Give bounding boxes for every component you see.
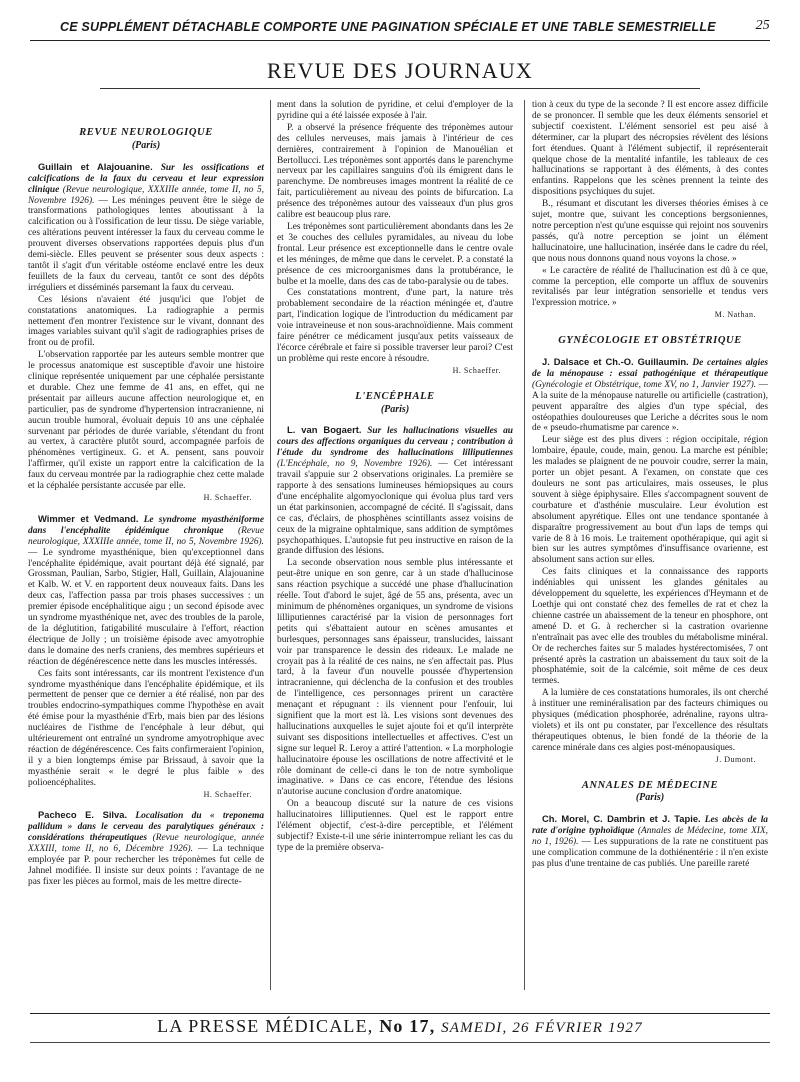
article-paragraph: La seconde observation nous semble plus intéressante et peut-être unique en son genre, car à un stade d'hallucinose sans réaction psychique a succédé une phase d'hallucination réelle. Tout d'abord le sujet, âgé de 55 ans, présenta, avec un minimum de phénomènes organiques, un syndrome de visions lilliputiennes caractérisé par la vision de personnages fort petits qui s'ébattaient autour en scènes amusantes et burlesques, personnages sans épaisseur, translucides, laissant voir par transparence le dessin des rideaux. Le malade ne croyait pas à la réalité de ces nains, ne s'en affectait pas. Plus tard, à la faveur d'un nouvelle poussée d'hypertension intracranienne, qui déclencha de la confusion et des troubles de l'intelligence, ces personnages prirent un caractère menaçant et répugnant : ils viennent pour l'enfouir, lui signifient que la mort est là. Les visions sont devenues des hallucinations auxquelles le sujet ajoute foi et qu'il interprète suivant ses dispositions intellectuelles et affectives. C'est un signe sur lequel R. Leroy a attiré l'attention. « La morphologie hallucinatoire épouse les oscillations de notre affectivité et le rôle dominant de celle-ci dans le ton de notre symbolique imaginative. » Dans ce cas encore, l'étendue des lésions n'autorise aucune conclusion d'ordre anatomique. (277, 558, 513, 798)
article-authors: Pacheco E. Silva. (38, 809, 128, 821)
page-number: 25 (755, 18, 770, 33)
article-authors: Wimmer et Vedmand. (38, 512, 139, 524)
article-paragraph: Ces faits sont intéressants, car ils montrent l'existence d'un syndrome myasthénique dans l'encéphalite épidémique, et ils permettent de penser que ce dernier a été réalisé, non par des troubles endocrino-sympathiques comme l'hypothèse en avait été émise pour la myasthénie d'Erb, mais bien par des lésions nucléaires de l'isthme de l'encéphale à leur début, qui ultérieurement ont entraîné un syndrome amyotrophique avec réaction de dégénérescence. Ces faits confirmeraient l'opinion, il y a bien longtemps émise par Brissaud, à savoir que la myasthénie serait « le degré le plus faible » des polioencéphalites. (28, 668, 264, 788)
footer-date: SAMEDI, 26 FÉVRIER 1927 (441, 1020, 643, 1036)
article-text: — Cet intéressant travail s'appuie sur 2 observations originales. La première se rapporte à des sensations lumineuses hémiopsiques au cours d'une encéphalite algomyoclonique qui évolua plus tard vers un état parkinsonien, accompagné de cécité. Il s'agissait, dans ce cas, d'éclairs, de phosphènes scintillants assez voisins de ceux de la migraine ophtalmique, sans addition de symptômes psychopathiques. L'autopsie fut peu instructive en raison de la grande diffusion des lésions. (277, 459, 513, 557)
article-title: Les abcès de la rate d'origine typhoïdique (532, 815, 768, 837)
section-title: GYNÉCOLOGIE ET OBSTÉTRIQUE (558, 335, 742, 347)
article-text: — A la suite de la ménopause naturelle ou artificielle (castration), peuvent apparaître des algies d'un type spécial, des ostéopathies douloureuses que Leriche a décrites sous le nom de « pseudo-rhumatisme par carence ». (532, 379, 768, 434)
article-paragraph (532, 357, 768, 434)
article-signature: H. Schaeffer. (203, 789, 252, 799)
article-paragraph: tion à ceux du type de la seconde ? Il est encore assez difficile de se prononcer. Il semble que les deux éléments sensoriel et subjectif coexistent. L'élément sensoriel est peu aisé à déterminer, car la plupart des nécropsies révèlent des lésions fort étendues. Quant à l'élément subjectif, il représenterait quelque chose de la mentalité infantile, les tableaux de ces hallucinations se rapportant à des éléments, à des contes enfantins. Rappelons que les scènes prennent la teinte des dispositions psychiques du sujet. (532, 100, 768, 198)
article-paragraph: A la lumière de ces constatations humorales, ils ont cherché à instituer une reminéralisation par des facteurs chimiques ou physiques (médication phosphorée, adrénaline, rayons ultra-violets) et ils ont pu constater, par l'excellence des résultats thérapeutiques obtenus, le bien fondé de la théorie de la carence minérale dans ces algies post-ménopausiques. (532, 688, 768, 753)
article-paragraph: On a beaucoup discuté sur la nature de ces visions hallucinatoires lilliputiennes. Quel est le rapport entre l'élément objectif, c'est-à-dire perceptible, et l'élément subjectif? Existe-t-il une série ininterrompue reliant les cas du type de la première observa- (277, 799, 513, 853)
footer-divider (30, 1013, 770, 1014)
article-reference: (Revue neurologique, XXXIIIe année, tome II, no 5, Novembre 1926). (28, 184, 264, 206)
article-text: — Les suppurations de la rate ne constituent pas une complication commune de la dothiénentérie : il n'en existe pas plus d'une trentaine de cas publiés. Une pareille rareté (532, 837, 768, 869)
column-3 (532, 100, 768, 871)
article-paragraph: Ces lésions n'avaient été jusqu'ici que l'objet de constatations anatomiques. La radiographie a permis nettement d'en montrer l'existence sur le vivant, donnant des images variables suivant qu'il s'agit de radiographies prises de front ou de profil. (28, 294, 264, 349)
article-paragraph (277, 425, 513, 557)
article-authors: Guillain et Alajouanine. (38, 160, 153, 172)
article-title: De certaines algies de la ménopause : essai pathogénique et thérapeutique (532, 358, 769, 379)
article-paragraph (28, 162, 264, 294)
section-title: L'ENCÉPHALE (355, 390, 435, 402)
section-title: REVUE NEUROLOGIQUE (79, 127, 213, 138)
article-paragraph: L'observation rapportée par les auteurs semble montrer que le processus anatomique est susceptible d'avoir une histoire clinique représentée uniquement par une céphalée persistante et durable. Chez une femme de 41 ans, en effet, qui ne présentait par ailleurs aucune affection neurologique et, en particulier, pas de syndrome d'hypertension intracranienne, ni aucun trouble humoral, évoluait depuis 10 ans une céphalée survenant par périodes de durée variable, s'étendant du front au vertex, à caractère plutôt sourd, accompagnée parfois de phénomènes vertigineux. G. et A. pensent, sans pouvoir l'affirmer, qu'il existe un rapport entre la calcification de la faux du cerveau montrée par la radiographie chez cette malade et la céphalée persistante accusée par elle. (28, 350, 264, 492)
article-title: Le syndrome myasthéniforme dans l'encéphalite épidémique chronique (28, 514, 265, 536)
running-header-text: CE SUPPLÉMENT DÉTACHABLE COMPORTE UNE PAGINATION SPÉCIALE ET UNE TABLE SEMESTRIELLE (60, 20, 716, 34)
article-paragraph: Les tréponèmes sont particulièrement abondants dans les 2e et 3e couches des cellules pyramidales, au niveau du lobe frontal. Leur présence est exceptionnelle dans le centre ovale et les méninges, de même que dans le cervelet. P. a constaté la présence de ces microorganismes dans la protubérance, le bulbe et la moelle, dans des cas de tabo-paralysie ou de tabes. (277, 221, 513, 287)
column-divider (270, 100, 271, 990)
running-header (30, 18, 770, 41)
article-title: Sur les ossifications et calcifications de la faux du cerveau et leur expression clinique (28, 162, 264, 195)
column-divider (524, 100, 525, 990)
article-paragraph: B., résumant et discutant les diverses théories émises à ce sujet, montre que, suivant les conceptions bergsoniennes, notre perception n'est qu'une esquisse qui rejoint nos souvenirs passés, qu'à notre perception se joint un élément hallucinatoire, une hallucination, insérée dans le cadre du réel, que nous nous donnons quand nous voyons la chose. » (532, 199, 768, 264)
article-reference: (Annales de Médecine, tome XIX, no 1, 1926). (532, 826, 768, 848)
article-paragraph (28, 810, 264, 887)
article-title: Localisation du « treponema pallidum » dans le cerveau des paralytiques généraux : considérations thérapeutiques (28, 811, 265, 844)
section-place: (Paris) (635, 792, 665, 804)
title-divider (100, 88, 700, 89)
article-paragraph: P. a observé la présence fréquente des tréponèmes autour des cellules nerveuses, mais jamais à l'intérieur de ces dernières, contrairement à l'opinion de Manouélian et Bertollucci. Les tréponèmes sont apportés dans le parenchyme nerveux par les capillaires sanguins d'où ils émigrent dans le parenchyme. De nombreuses images montrent la réalité de ce fait, particulièrement au niveau des points de bifurcation. La présence des tréponèmes autour des vaisseaux d'un plus gros calibre est beaucoup plus rare. (277, 122, 513, 221)
article-paragraph: « Le caractère de réalité de l'hallucination est dû à ce que, comme la perception, elle comporte un afflux de souvenirs revitalisés par leur intégration sensorielle et tendus vers l'expression motrice. » (532, 265, 768, 309)
article-signature: H. Schaeffer. (203, 493, 252, 502)
article-signature: J. Dumont. (715, 754, 756, 764)
column-2 (277, 100, 513, 855)
article-reference: (Gynécologie et Obstétrique, tome XV, no 1, Janvier 1927). (532, 379, 757, 390)
article-paragraph: ment dans la solution de pyridine, et celui d'employer de la pyridine qui a été laissée exposée à l'air. (277, 100, 513, 121)
article-title: Sur les hallucinations visuelles au cours des affections organiques du cerveau ; contribution à l'étude du syndrome des hallucinations lilliputiennes (277, 426, 513, 459)
article-text: — Le syndrome myasthénique, bien qu'exceptionnel dans l'encéphalite épidémique, avait pourtant déjà été signalé, par Grossman, Paulian, Sarbo, Stigier, Hall, Guillain, Alajouanine et Kalb. W. et V. en rapportent deux nouveaux faits. Dans les deux cas, l'affection passa par trois phases successives : un premier épisode encéphalitique aigu ; un second épisode avec un syndrome myasthénique net, avec des troubles de la parole, de la déglutition, fatigabilité musculaire à l'effort, réaction électrique de Jolly ; un troisième épisode avec amyotrophie dans le domaine des nerfs craniens, des membres supérieurs et réaction de dégénérescence nette dans les muscles intéressés. (28, 547, 264, 667)
section-place: (Paris) (380, 403, 410, 415)
article-authors: Ch. Morel, C. Dambrin et J. Tapie. (542, 813, 701, 825)
article-reference: (L'Encéphale, no 9, Novembre 1926). (277, 459, 433, 470)
article-signature: M. Nathan. (714, 310, 756, 320)
article-paragraph (532, 814, 768, 870)
article-signature: H. Schaeffer. (452, 365, 501, 375)
footer-journal: LA PRESSE MÉDICALE, (157, 1016, 374, 1036)
footer-issue-number: No 17, (379, 1016, 436, 1036)
column-1 (28, 122, 264, 889)
article-paragraph: Leur siège est des plus divers : région occipitale, région lombaire, épaule, coude, main, genou. La marche est pénible; les malades se plaignent de ne pouvoir coudre, serrer la main, porter un objet pesant. A l'examen, on constate que ces douleurs ne sont pas articulaires, mais osseuses, le plus souvent à siège épiphysaire. Elles s'accompagnent souvent de courbature et d'asthénie musculaire. Leur évolution est absolument apyrétique. Elles ont une tendance spontanée à disparaître progressivement au bout d'un laps de temps qui varie de 8 à 16 mois. Le traitement opothérapique, qui agit si bien sur les autres symptômes d'insuffisance ovarienne, est absolument sans action sur elles. (532, 435, 768, 566)
section-title: ANNALES DE MÉDECINE (581, 779, 719, 791)
article-authors: J. Dalsace et Ch.-O. Guillaumin. (542, 356, 689, 368)
article-reference: (Revue neurologique, année XXXIII, tome II, no 6, Décembre 1926). (28, 833, 265, 855)
article-text: — Les méninges peuvent être le siège de transformations pathologiques lentes aboutissant à la calcification ou à l'ossification de leur tissu. De siège variable, ces altérations peuvent intéresser la faux du cerveau comme le prouvent diverses observations rapportées depuis plus d'un demi-siècle. Elles peuvent se présenter sous deux aspects : tantôt il s'agit d'un véritable ostéome enclavé entre les deux feuillets de la faux du cerveau, tantôt ce sont des dépôts irréguliers et disséminés parsemant la faux du cerveau. (28, 195, 264, 293)
article-paragraph (28, 514, 264, 668)
article-authors: L. van Bogaert. (287, 424, 362, 436)
article-text: — La technique employée par P. pour rechercher les tréponèmes fut celle de Jahnel modifiée. Il insiste sur deux points : l'avantage de ne pas fixer les pièces au formol, mais de les mettre directe- (28, 844, 265, 887)
page-title: REVUE DES JOURNAUX (266, 58, 534, 83)
footer (30, 1016, 770, 1037)
article-paragraph: Ces faits cliniques et la connaissance des rapports indéniables qui unissent les glandes génitales au développement du squelette, les expériences d'Heymann et de Loethje qui ont constaté chez des femelles de rat et chez la chienne castrée un abaissement de la teneur en phosphore, ont amené D. et G. à rechercher si la castration ovarienne n'entraînait pas avec elle des troubles du métabolisme minéral. Or de recherches faites sur 5 malades hystérectomisées, 7 ont présenté après la castration un abaissement du taux soit de la phosphatémie, soit de la calcémie, soit même de ces deux termes. (532, 567, 768, 687)
article-reference: (Revue neurologique, XXXIIIe année, tome II, no 5, Novembre 1926). (28, 525, 265, 547)
article-paragraph: Ces constatations montrent, d'une part, la nature très probablement secondaire de la réaction méningée et, d'autre part, l'indication logique de l'introduction du médicament par voie intraveineuse et non sous-arachnoïdienne. Mais comment faire pénétrer ce médicament jusqu'aux petits vaisseaux de l'écorce cérébrale et faire si possible traverser leur paroi? C'est un problème qui reste encore à résoudre. (277, 288, 513, 364)
bottom-divider (30, 1042, 770, 1043)
section-place: (Paris) (131, 139, 161, 151)
